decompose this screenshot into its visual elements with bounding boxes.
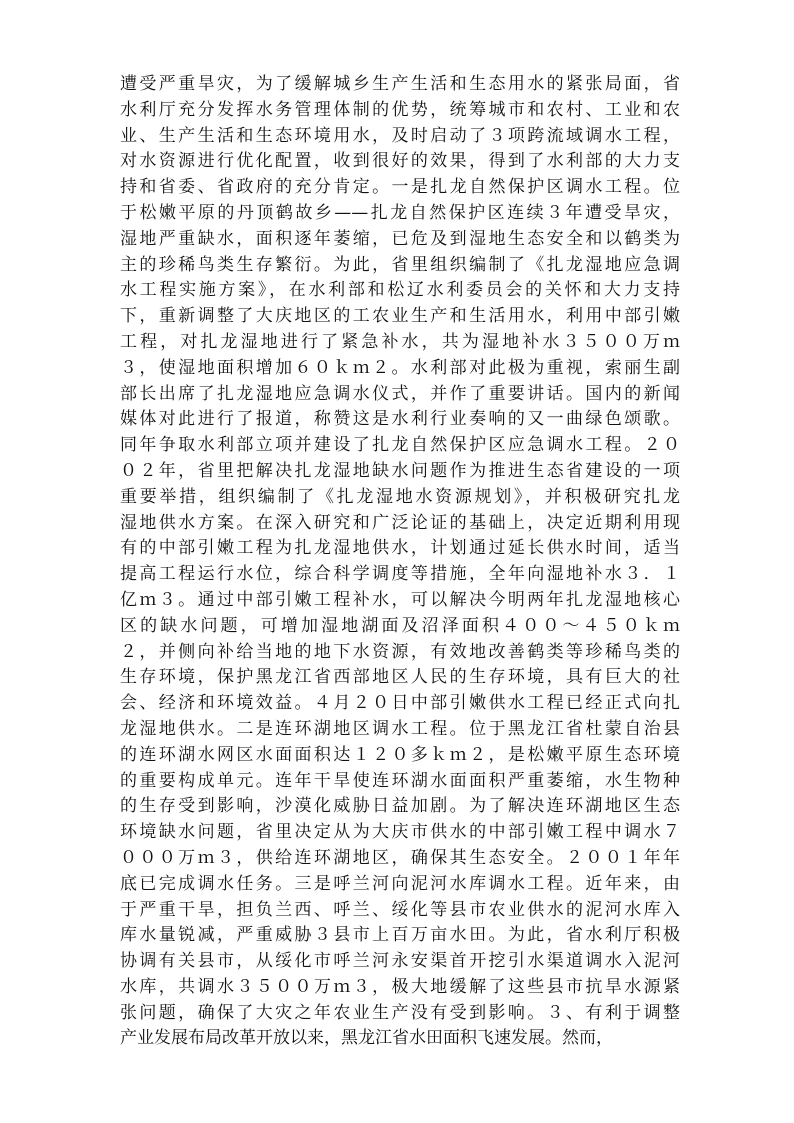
text-line: 区的缺水问题，可增加湿地湖面及沼泽面积４００～４５０ｋｍ (120, 615, 680, 636)
text-line: 于严重干旱，担负兰西、呼兰、绥化等县市农业供水的泥河水库入 (120, 899, 680, 920)
text-line: 产业发展布局改革开放以来，黑龙江省水田面积飞速发展。然而， (120, 1028, 613, 1049)
text-line: 的生存受到影响，沙漠化威胁日益加剧。为了解决连环湖地区生态 (120, 796, 680, 817)
text-line: 媒体对此进行了报道，称赞这是水利行业奏响的又一曲绿色颂歌。 (120, 409, 680, 430)
text-line: 库水量锐减，严重威胁３县市上百万亩水田。为此，省水利厅积极 (120, 925, 680, 946)
text-line: 环境缺水问题，省里决定从为大庆市供水的中部引嫩工程中调水７ (120, 822, 680, 843)
text-line: 重要举措，组织编制了《扎龙湿地水资源规划》，并积极研究扎龙 (120, 486, 680, 507)
text-line: 协调有关县市，从绥化市呼兰河永安渠首开挖引水渠道调水入泥河 (120, 951, 680, 972)
text-line: 会、经济和环境效益。４月２０日中部引嫩供水工程已经正式向扎 (120, 693, 680, 714)
text-line: 业、生产生活和生态环境用水，及时启动了３项跨流域调水工程， (120, 125, 680, 146)
text-line: 龙湿地供水。二是连环湖地区调水工程。位于黑龙江省杜蒙自治县 (120, 718, 680, 739)
text-line: ０２年，省里把解决扎龙湿地缺水问题作为推进生态省建设的一项 (120, 460, 680, 481)
text-line: 工程，对扎龙湿地进行了紧急补水，共为湿地补水３５００万ｍ (120, 331, 680, 352)
text-line: 有的中部引嫩工程为扎龙湿地供水，计划通过延长供水时间，适当 (120, 538, 680, 559)
text-line: 生存环境，保护黑龙江省西部地区人民的生存环境，具有巨大的社 (120, 667, 680, 688)
text-line: 底已完成调水任务。三是呼兰河向泥河水库调水工程。近年来，由 (120, 873, 680, 894)
text-line: 部长出席了扎龙湿地应急调水仪式，并作了重要讲话。国内的新闻 (120, 383, 680, 404)
text-line: ２，并侧向补给当地的地下水资源，有效地改善鹤类等珍稀鸟类的 (120, 641, 680, 662)
text-line: 张问题，确保了大灾之年农业生产没有受到影响。３、有利于调整 (120, 1002, 680, 1023)
text-line: 提高工程运行水位，综合科学调度等措施，全年向湿地补水３．１ (120, 564, 680, 585)
body-text (120, 72, 680, 1052)
text-line: 对水资源进行优化配置，收到很好的效果，得到了水利部的大力支 (120, 151, 680, 172)
text-line: 亿ｍ３。通过中部引嫩工程补水，可以解决今明两年扎龙湿地核心 (120, 589, 680, 610)
text-line: 的连环湖水网区水面面积达１２０多ｋｍ２，是松嫩平原生态环境 (120, 744, 680, 765)
text-line: 持和省委、省政府的充分肯定。一是扎龙自然保护区调水工程。位 (120, 177, 680, 198)
text-line: 的重要构成单元。连年干旱使连环湖水面面积严重萎缩，水生物种 (120, 770, 680, 791)
text-line: 遭受严重旱灾，为了缓解城乡生产生活和生态用水的紧张局面，省 (120, 74, 680, 94)
text-line: 湿地严重缺水，面积逐年萎缩，已危及到湿地生态安全和以鹤类为 (120, 228, 680, 249)
text-line: 于松嫩平原的丹顶鹤故乡——扎龙自然保护区连续３年遭受旱灾， (120, 202, 680, 223)
text-line: 水库，共调水３５００万ｍ３，极大地缓解了这些县市抗旱水源紧 (120, 976, 680, 997)
text-line: 湿地供水方案。在深入研究和广泛论证的基础上，决定近期利用现 (120, 512, 680, 533)
text-line: ０００万ｍ３，供给连环湖地区，确保其生态安全。２００１年年 (120, 847, 680, 868)
text-line: 水利厅充分发挥水务管理体制的优势，统筹城市和农村、工业和农 (120, 99, 680, 120)
text-line: 下，重新调整了大庆地区的工农业生产和生活用水，利用中部引嫩 (120, 306, 680, 327)
text-line: 主的珍稀鸟类生存繁衍。为此，省里组织编制了《扎龙湿地应急调 (120, 254, 680, 275)
text-line: 水工程实施方案》，在水利部和松辽水利委员会的关怀和大力支持 (120, 280, 680, 301)
text-line: 同年争取水利部立项并建设了扎龙自然保护区应急调水工程。２０ (120, 435, 680, 456)
text-line: ３，使湿地面积增加６０ｋｍ２。水利部对此极为重视，索丽生副 (120, 357, 680, 378)
